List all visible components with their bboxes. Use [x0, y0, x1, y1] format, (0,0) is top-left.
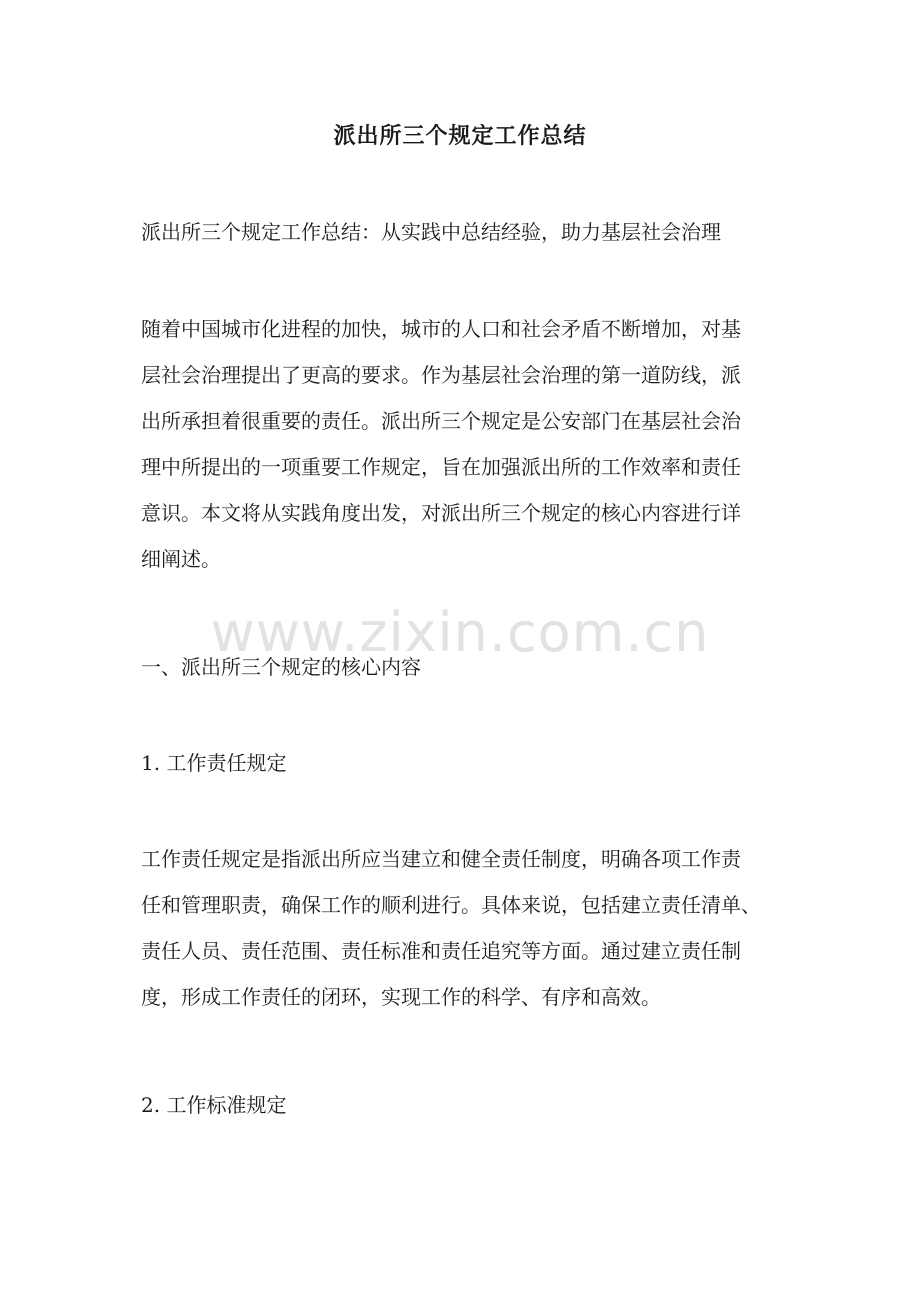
item-1-line: 责任人员、责任范围、责任标准和责任追究等方面。通过建立责任制: [141, 939, 741, 963]
item-heading-2: 2. 工作标准规定: [141, 1093, 287, 1117]
item-1-line: 任和管理职责，确保工作的顺利进行。具体来说，包括建立责任清单、: [141, 893, 761, 917]
item-1-line: 度，形成工作责任的闭环，实现工作的科学、有序和高效。: [141, 985, 661, 1009]
watermark: www.zixin.com.cn: [210, 601, 710, 664]
item-heading-1: 1. 工作责任规定: [141, 751, 287, 775]
intro-line: 随着中国城市化进程的加快，城市的人口和社会矛盾不断增加，对基: [141, 317, 741, 341]
intro-line: 意识。本文将从实践角度出发，对派出所三个规定的核心内容进行详: [141, 501, 741, 525]
intro-paragraph: [141, 306, 781, 582]
item-1-line: 工作责任规定是指派出所应当建立和健全责任制度，明确各项工作责: [141, 847, 741, 871]
document-subtitle: 派出所三个规定工作总结：从实践中总结经验，助力基层社会治理: [141, 220, 721, 244]
intro-line: 细阐述。: [141, 547, 221, 571]
intro-line: 理中所提出的一项重要工作规定，旨在加强派出所的工作效率和责任: [141, 455, 741, 479]
intro-line: 层社会治理提出了更高的要求。作为基层社会治理的第一道防线，派: [141, 363, 741, 387]
intro-line: 出所承担着很重要的责任。派出所三个规定是公安部门在基层社会治: [141, 409, 741, 433]
item-1-paragraph: [141, 836, 781, 1020]
section-heading: 一、派出所三个规定的核心内容: [141, 655, 421, 679]
document-title: 派出所三个规定工作总结: [333, 123, 587, 149]
